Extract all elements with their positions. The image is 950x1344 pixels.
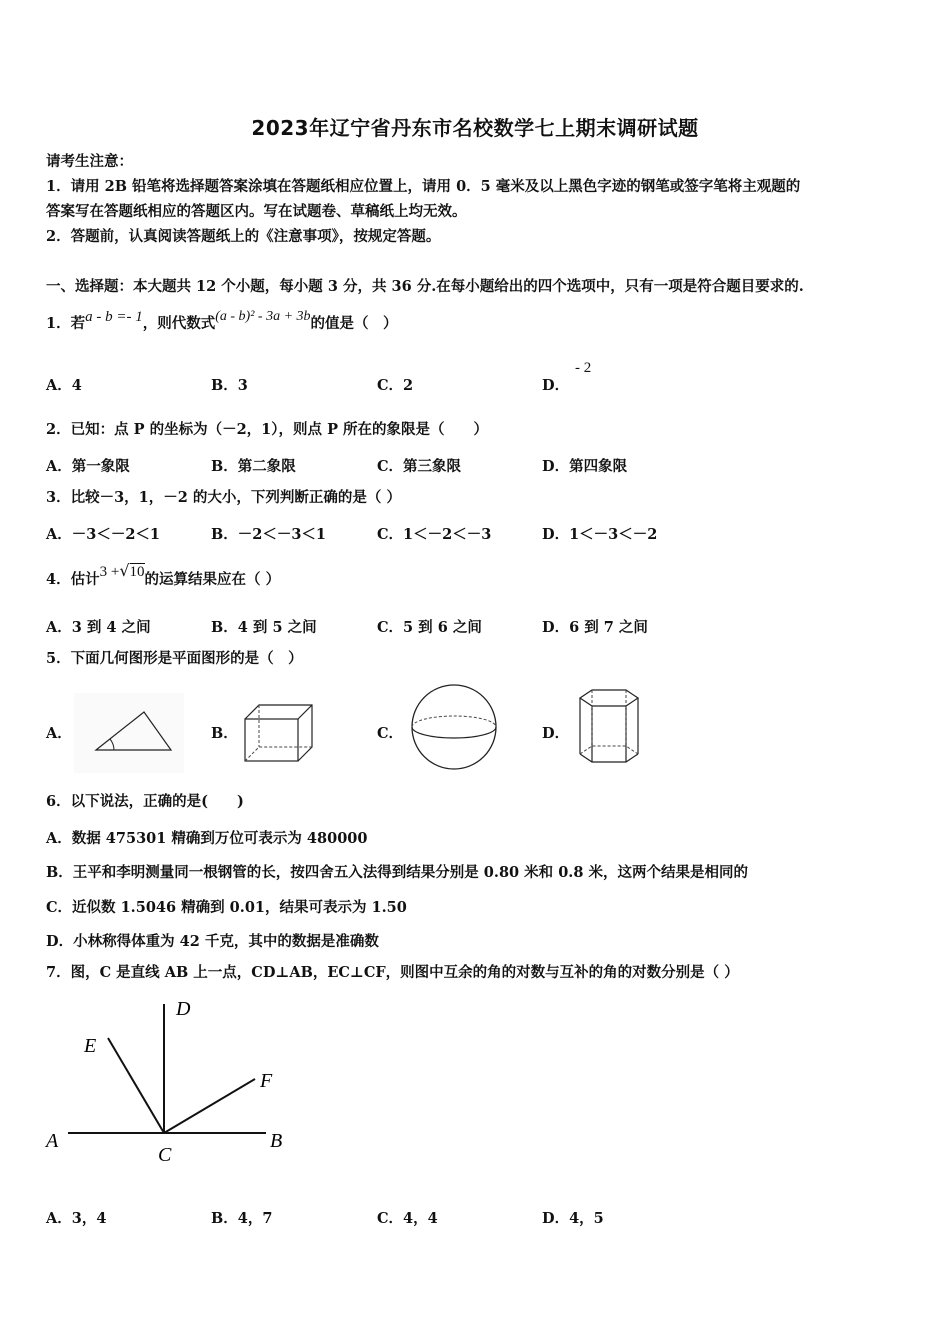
sphere-figure: [405, 680, 507, 776]
q5-option-d[interactable]: D．: [542, 725, 570, 742]
triangle-figure: [74, 693, 184, 773]
q3-option-a[interactable]: A．－3＜－2＜1: [46, 526, 161, 543]
label-d: D: [176, 998, 191, 1020]
question-3: 3．比较－3，1，－2 的大小，下列判断正确的是（ ）: [46, 489, 401, 506]
q2-option-a[interactable]: A．第一象限: [46, 458, 130, 475]
q1-option-d-value: - 2: [575, 360, 592, 376]
q7-option-d[interactable]: D．4，5: [542, 1210, 604, 1227]
q2-option-b[interactable]: B．第二象限: [211, 458, 296, 475]
q4-suffix: 的运算结果应在（ ）: [144, 571, 281, 588]
q1-suffix: 的值是（ ）: [310, 315, 398, 332]
q3-option-b[interactable]: B．－2＜－3＜1: [211, 526, 327, 543]
q1-expression: (a - b)² - 3a + 3b: [215, 309, 311, 324]
q4-option-a[interactable]: A．3 到 4 之间: [46, 619, 151, 636]
ray-cf: [164, 1079, 255, 1133]
q6-option-a[interactable]: A．数据 475301 精确到万位可表示为 480000: [46, 830, 368, 847]
q3-option-d[interactable]: D．1＜－3＜－2: [542, 526, 658, 543]
angle-diagram: [40, 990, 300, 1170]
question-6: 6．以下说法，正确的是( ): [46, 793, 244, 810]
question-4: [46, 561, 281, 589]
q5-option-b[interactable]: B．: [211, 725, 238, 742]
notice-heading: 请考生注意：: [46, 153, 133, 170]
section-heading: 一、选择题：本大题共 12 个小题，每小题 3 分，共 36 分.在每小题给出的四个选项中，只有一项是符合题目要求的.: [46, 278, 804, 295]
q4-option-c[interactable]: C．5 到 6 之间: [377, 619, 482, 636]
q1-condition: a - b =- 1: [85, 309, 143, 325]
label-a: A: [46, 1130, 59, 1152]
label-c: C: [158, 1144, 172, 1166]
cube-figure: [237, 697, 322, 769]
question-2: 2．已知：点 P 的坐标为（－2，1），则点 P 所在的象限是（ ）: [46, 421, 489, 438]
q3-option-c[interactable]: C．1＜－2＜－3: [377, 526, 492, 543]
q5-option-c[interactable]: C．: [377, 725, 404, 742]
notice-line-1a: 1．请用 2B 铅笔将选择题答案涂填在答题纸相应位置上，请用 0．5 毫米及以上黑色字迹的钢笔或签字笔将主观题的: [46, 178, 801, 195]
page-title: 2023年辽宁省丹东市名校数学七上期末调研试题: [251, 116, 699, 140]
label-b: B: [270, 1130, 283, 1152]
ray-ce: [108, 1038, 164, 1133]
question-1: [46, 309, 398, 334]
question-7: 7．图，C 是直线 AB 上一点，CD⊥AB，EC⊥CF，则图中互余的角的对数与互补的角的对数分别是（ ）: [46, 964, 739, 981]
label-f: F: [260, 1070, 273, 1092]
question-5: 5．下面几何图形是平面图形的是（ ）: [46, 650, 303, 667]
q6-option-b[interactable]: B．王平和李明测量同一根钢管的长，按四舍五入法得到结果分别是 0.80 米和 0.8 米，这两个结果是相同的: [46, 864, 748, 881]
q4-prefix: 4．估计: [46, 571, 100, 588]
q6-option-c[interactable]: C．近似数 1.5046 精确到 0.01，结果可表示为 1.50: [46, 899, 407, 916]
q2-option-c[interactable]: C．第三象限: [377, 458, 462, 475]
q1-mid: ，则代数式: [142, 315, 216, 332]
q2-option-d[interactable]: D．第四象限: [542, 458, 628, 475]
hexagonal-prism-figure: [568, 684, 652, 774]
notice-line-2: 2．答题前，认真阅读答题纸上的《注意事项》，按规定答题。: [46, 228, 441, 245]
q7-option-a[interactable]: A．3，4: [46, 1210, 107, 1227]
q1-prefix: 1．若: [46, 315, 86, 332]
q4-option-b[interactable]: B．4 到 5 之间: [211, 619, 317, 636]
q4-expression-b: 10: [129, 564, 145, 580]
q1-option-b[interactable]: B．3: [211, 377, 248, 394]
q6-option-d[interactable]: D．小林称得体重为 42 千克，其中的数据是准确数: [46, 933, 379, 950]
q5-option-a[interactable]: A．: [46, 725, 72, 742]
q1-option-d[interactable]: D．: [542, 377, 570, 394]
q1-option-a[interactable]: A．4: [46, 377, 82, 394]
q4-expression-a: 3 +: [99, 564, 120, 580]
sqrt-icon: √: [119, 561, 130, 580]
notice-line-1b: 答案写在答题纸相应的答题区内。写在试题卷、草稿纸上均无效。: [46, 203, 467, 220]
q7-option-c[interactable]: C．4，4: [377, 1210, 438, 1227]
label-e: E: [84, 1035, 97, 1057]
q4-option-d[interactable]: D．6 到 7 之间: [542, 619, 648, 636]
q1-option-c[interactable]: C．2: [377, 377, 414, 394]
q7-option-b[interactable]: B．4，7: [211, 1210, 273, 1227]
